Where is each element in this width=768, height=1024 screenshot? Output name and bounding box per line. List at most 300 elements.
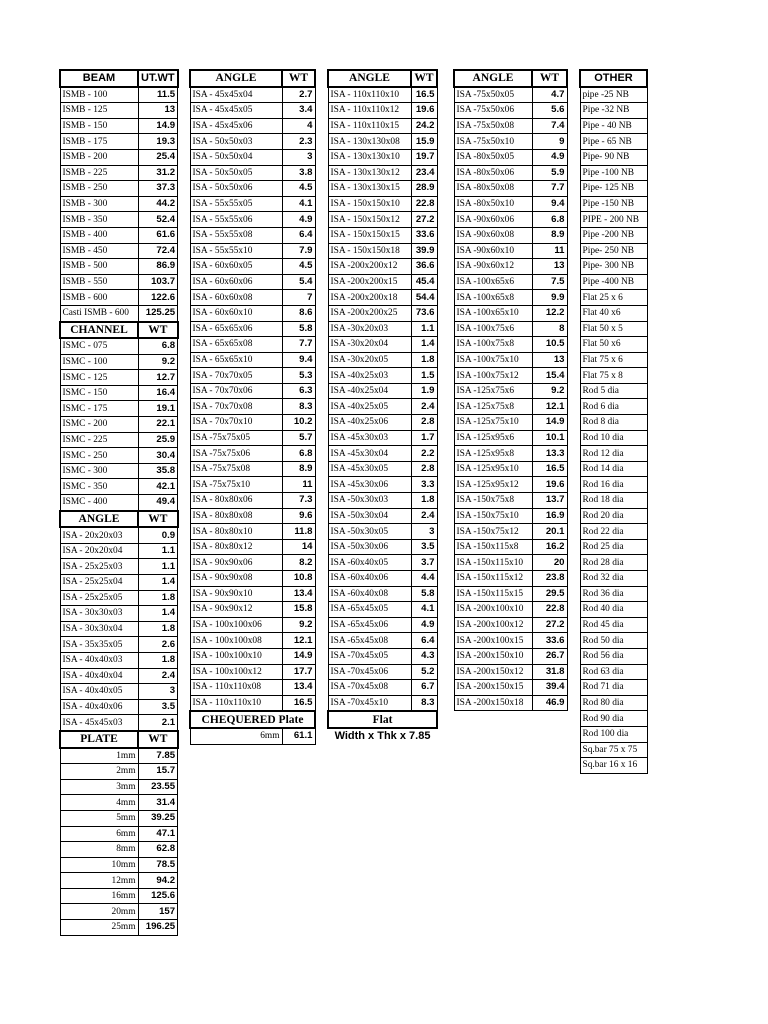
table-row: [60, 920, 178, 936]
plate-weight: 157: [138, 904, 178, 920]
table-row: [580, 555, 647, 571]
table-row: [454, 430, 567, 446]
item-name: ISA - 65x65x10: [190, 352, 282, 368]
table-row: [60, 181, 178, 197]
table-row: [580, 337, 647, 353]
item-weight: 11.5: [138, 87, 178, 103]
plate-thickness: 5mm: [60, 810, 138, 826]
item-name: ISA -100x65x10: [454, 305, 532, 321]
plate-weight: 94.2: [138, 873, 178, 889]
table-row: [190, 259, 315, 275]
other-item: Sq.bar 75 x 75: [580, 742, 647, 758]
item-weight: 20: [532, 555, 567, 571]
table-row: [454, 493, 567, 509]
table-row: [580, 571, 647, 587]
item-name: ISA -75x75x06: [190, 446, 282, 462]
plate-weight: 125.6: [138, 888, 178, 904]
other-item: Rod 8 dia: [580, 415, 647, 431]
item-name: ISMB - 600: [60, 290, 138, 306]
item-weight: 5.3: [282, 368, 315, 384]
other-item: Rod 32 dia: [580, 571, 647, 587]
item-name: ISA -30x20x05: [328, 352, 411, 368]
item-name: ISA -100x75x6: [454, 321, 532, 337]
item-weight: 6.8: [138, 338, 178, 354]
item-weight: 125.25: [138, 305, 178, 321]
table-row: [580, 290, 647, 306]
item-weight: 16.5: [282, 695, 315, 711]
item-name: ISA - 60x60x10: [190, 305, 282, 321]
item-name: ISA - 45x45x03: [60, 715, 138, 731]
item-weight: 12.2: [532, 305, 567, 321]
other-item: Flat 40 x6: [580, 305, 647, 321]
table-row: [190, 383, 315, 399]
item-name: ISA -200x200x15: [328, 274, 411, 290]
plate-weight: 7.85: [138, 748, 178, 764]
item-name: ISA - 20x20x04: [60, 543, 138, 559]
item-name: ISA - 100x100x06: [190, 617, 282, 633]
item-weight: 35.8: [138, 463, 178, 479]
table-row: [580, 103, 647, 119]
item-weight: 1.9: [411, 383, 437, 399]
table-row: [60, 842, 178, 858]
table-row: [190, 602, 315, 618]
column-2: [189, 69, 316, 745]
table-row: [190, 290, 315, 306]
item-weight: 2.4: [411, 508, 437, 524]
item-name: ISA - 110x110x15: [328, 118, 411, 134]
item-weight: 1.5: [411, 368, 437, 384]
table-row: [580, 212, 647, 228]
item-name: ISA - 45x45x06: [190, 118, 282, 134]
item-name: ISA - 55x55x06: [190, 212, 282, 228]
item-weight: 103.7: [138, 274, 178, 290]
plate-thickness: 20mm: [60, 904, 138, 920]
item-name: ISA -70x45x08: [328, 680, 411, 696]
table-row: [454, 477, 567, 493]
beam-header-name: BEAM: [60, 70, 138, 87]
item-name: ISA - 45x45x04: [190, 87, 282, 103]
item-name: ISA - 130x130x12: [328, 165, 411, 181]
table-row: [190, 539, 315, 555]
other-item: Pipe -32 NB: [580, 103, 647, 119]
other-item: Rod 28 dia: [580, 555, 647, 571]
angle3-header-row: [328, 70, 437, 87]
table-row: [580, 305, 647, 321]
item-weight: 15.8: [282, 602, 315, 618]
table-row: [190, 165, 315, 181]
other-item: Rod 63 dia: [580, 664, 647, 680]
table-row: [60, 621, 178, 637]
item-weight: 4.4: [411, 571, 437, 587]
table-row: [60, 259, 178, 275]
item-weight: 4.3: [411, 648, 437, 664]
table-row: [60, 118, 178, 134]
item-name: ISMB - 150: [60, 118, 138, 134]
table-row: [328, 555, 437, 571]
item-name: ISA - 40x40x04: [60, 668, 138, 684]
item-weight: 4.9: [282, 212, 315, 228]
item-weight: 3: [411, 524, 437, 540]
item-name: ISA -45x30x05: [328, 461, 411, 477]
item-name: ISA - 130x130x08: [328, 134, 411, 150]
plate-thickness: 6mm: [60, 826, 138, 842]
item-name: ISA - 90x90x08: [190, 571, 282, 587]
table-row: [328, 149, 437, 165]
item-name: ISA -100x65x8: [454, 290, 532, 306]
table-row: [60, 338, 178, 354]
table-row: [580, 149, 647, 165]
item-name: ISA - 60x60x08: [190, 290, 282, 306]
item-name: ISA - 65x65x06: [190, 321, 282, 337]
item-weight: 20.1: [532, 524, 567, 540]
item-name: ISMC - 100: [60, 354, 138, 370]
item-name: ISA -70x45x10: [328, 695, 411, 711]
item-name: ISA -50x30x04: [328, 508, 411, 524]
item-weight: 19.7: [411, 149, 437, 165]
table-row: [454, 274, 567, 290]
table-row: [190, 571, 315, 587]
table-row: [190, 461, 315, 477]
item-weight: 16.5: [532, 461, 567, 477]
item-name: ISA -100x75x10: [454, 352, 532, 368]
plate-weight: 15.7: [138, 764, 178, 780]
other-header-row: [580, 70, 647, 87]
table-row: [328, 87, 437, 103]
table-row: [454, 321, 567, 337]
table-row: [328, 337, 437, 353]
item-weight: 29.5: [532, 586, 567, 602]
table-row: [454, 259, 567, 275]
item-name: ISA -200x150x15: [454, 680, 532, 696]
item-weight: 9.2: [532, 383, 567, 399]
item-name: ISA -200x200x18: [328, 290, 411, 306]
table-row: [60, 385, 178, 401]
item-name: ISA - 50x50x06: [190, 181, 282, 197]
flat-header: Flat: [328, 711, 437, 728]
table-row: [328, 259, 437, 275]
table-row: [580, 368, 647, 384]
item-weight: 5.8: [411, 586, 437, 602]
item-name: ISA -65x45x05: [328, 602, 411, 618]
item-name: ISA -60x40x05: [328, 555, 411, 571]
plate-thickness: 2mm: [60, 764, 138, 780]
beam-header-row: [60, 70, 178, 87]
table-row: [60, 668, 178, 684]
item-name: ISA -30x20x04: [328, 337, 411, 353]
other-item: Rod 50 dia: [580, 633, 647, 649]
item-name: ISA -80x50x08: [454, 181, 532, 197]
other-table: [579, 69, 648, 774]
item-weight: 0.9: [138, 527, 178, 543]
table-row: [454, 586, 567, 602]
item-name: ISA - 40x40x05: [60, 684, 138, 700]
item-name: ISA -50x30x05: [328, 524, 411, 540]
item-name: ISA -45x30x03: [328, 430, 411, 446]
table-row: [60, 87, 178, 103]
item-weight: 9.4: [532, 196, 567, 212]
table-row: [60, 243, 178, 259]
item-weight: 11: [282, 477, 315, 493]
plate-weight: 23.55: [138, 779, 178, 795]
table-row: [328, 196, 437, 212]
item-weight: 15.9: [411, 134, 437, 150]
item-weight: 13.7: [532, 493, 567, 509]
channel-header-name: CHANNEL: [60, 322, 138, 339]
item-weight: 2.6: [138, 637, 178, 653]
table-row: [328, 383, 437, 399]
table-row: [454, 290, 567, 306]
item-name: ISA -125x95x12: [454, 477, 532, 493]
table-row: [454, 337, 567, 353]
item-weight: 1.4: [138, 606, 178, 622]
item-name: ISA - 55x55x10: [190, 243, 282, 259]
table-row: [454, 648, 567, 664]
table-row: [580, 461, 647, 477]
table-row: [60, 495, 178, 511]
table-row: [454, 664, 567, 680]
item-weight: 42.1: [138, 479, 178, 495]
item-weight: 2.4: [138, 668, 178, 684]
table-row: [454, 181, 567, 197]
item-weight: 1.8: [138, 590, 178, 606]
item-name: ISA -75x50x06: [454, 103, 532, 119]
item-name: ISA - 65x65x08: [190, 337, 282, 353]
table-row: [190, 399, 315, 415]
item-weight: 2.8: [411, 415, 437, 431]
other-item: Flat 75 x 8: [580, 368, 647, 384]
table-row: [328, 446, 437, 462]
item-name: ISA - 130x130x15: [328, 181, 411, 197]
channel-header-row: [60, 322, 178, 339]
other-item: Rod 36 dia: [580, 586, 647, 602]
item-name: ISMB - 100: [60, 87, 138, 103]
table-row: [190, 368, 315, 384]
item-name: ISA - 70x70x05: [190, 368, 282, 384]
item-name: ISA - 90x90x10: [190, 586, 282, 602]
angle4-header-weight: WT: [532, 70, 567, 87]
other-item: Rod 56 dia: [580, 648, 647, 664]
item-name: ISA -100x75x12: [454, 368, 532, 384]
angle_small-header-name: ANGLE: [60, 511, 138, 528]
item-weight: 7.7: [532, 181, 567, 197]
item-weight: 52.4: [138, 212, 178, 228]
item-weight: 26.7: [532, 648, 567, 664]
other-item: Rod 100 dia: [580, 726, 647, 742]
other-item: Flat 50 x6: [580, 337, 647, 353]
table-row: [190, 274, 315, 290]
table-row: [580, 430, 647, 446]
item-weight: 13: [532, 352, 567, 368]
item-name: ISMC - 075: [60, 338, 138, 354]
item-name: ISA -40x25x06: [328, 415, 411, 431]
flat-formula: Width x Thk x 7.85: [334, 730, 431, 743]
item-weight: 3: [138, 684, 178, 700]
item-name: ISA - 55x55x05: [190, 196, 282, 212]
table-row: [454, 571, 567, 587]
chequered-header-row: [190, 711, 315, 728]
item-name: ISA - 30x30x03: [60, 606, 138, 622]
item-name: ISMB - 450: [60, 243, 138, 259]
table-row: [328, 181, 437, 197]
table-row: [190, 134, 315, 150]
item-weight: 7.3: [282, 493, 315, 509]
other-item: pipe -25 NB: [580, 87, 647, 103]
item-name: ISA -65x45x06: [328, 617, 411, 633]
item-weight: 4.1: [282, 196, 315, 212]
table-row: [60, 748, 178, 764]
table-row: [580, 227, 647, 243]
table-row: [454, 212, 567, 228]
item-name: ISA - 100x100x08: [190, 633, 282, 649]
item-name: ISA -75x75x08: [190, 461, 282, 477]
table-row: [60, 370, 178, 386]
table-row: [190, 695, 315, 711]
item-name: ISA -200x150x10: [454, 648, 532, 664]
item-weight: 17.7: [282, 664, 315, 680]
item-weight: 6.4: [282, 227, 315, 243]
item-name: ISMC - 400: [60, 495, 138, 511]
table-row: [190, 446, 315, 462]
flat-header-row: [328, 711, 437, 728]
item-name: ISMB - 400: [60, 227, 138, 243]
table-row: [190, 680, 315, 696]
table-row: [60, 354, 178, 370]
table-row: [580, 477, 647, 493]
table-row: [60, 417, 178, 433]
item-name: ISMC - 125: [60, 370, 138, 386]
item-name: ISA -50x30x06: [328, 539, 411, 555]
column-4: [453, 69, 568, 711]
item-weight: 13.4: [282, 586, 315, 602]
plate-thickness: 12mm: [60, 873, 138, 889]
table-row: [60, 527, 178, 543]
plate-weight: 62.8: [138, 842, 178, 858]
item-weight: 3.3: [411, 477, 437, 493]
table-row: [580, 648, 647, 664]
item-weight: 11.8: [282, 524, 315, 540]
item-weight: 3: [282, 149, 315, 165]
item-weight: 4.5: [282, 259, 315, 275]
plate-header-weight: WT: [138, 731, 178, 748]
plate-thickness: 4mm: [60, 795, 138, 811]
item-weight: 23.8: [532, 571, 567, 587]
item-name: ISA -200x150x18: [454, 695, 532, 711]
item-weight: 10.2: [282, 415, 315, 431]
table-row: [60, 448, 178, 464]
plate-header-name: PLATE: [60, 731, 138, 748]
table-row: [190, 430, 315, 446]
item-name: ISA - 110x110x10: [190, 695, 282, 711]
table-row: [190, 728, 315, 744]
column-1: [59, 69, 179, 936]
item-name: ISA -200x200x12: [328, 259, 411, 275]
table-row: [190, 352, 315, 368]
item-name: ISMC - 150: [60, 385, 138, 401]
table-row: [580, 399, 647, 415]
plate-thickness: 1mm: [60, 748, 138, 764]
table-row: [580, 664, 647, 680]
chequered-thickness: 6mm: [190, 728, 282, 744]
item-weight: 10.5: [532, 337, 567, 353]
item-weight: 72.4: [138, 243, 178, 259]
table-row: [328, 508, 437, 524]
plate-weight: 31.4: [138, 795, 178, 811]
item-weight: 1.8: [411, 493, 437, 509]
item-name: ISA -70x45x05: [328, 648, 411, 664]
item-name: ISA -150x115x15: [454, 586, 532, 602]
table-row: [454, 368, 567, 384]
other-item: Pipe- 300 NB: [580, 259, 647, 275]
item-name: ISA -150x115x10: [454, 555, 532, 571]
chequered-weight: 61.1: [282, 728, 315, 744]
item-weight: 8.9: [532, 227, 567, 243]
table-row: [580, 602, 647, 618]
other-item: Rod 22 dia: [580, 524, 647, 540]
item-weight: 10.1: [532, 430, 567, 446]
table-row: [328, 648, 437, 664]
angle-table-3: [327, 69, 438, 744]
item-name: ISMB - 550: [60, 274, 138, 290]
item-weight: 9.6: [282, 508, 315, 524]
plate-weight: 39.25: [138, 810, 178, 826]
table-row: [454, 695, 567, 711]
table-row: [60, 134, 178, 150]
table-row: [580, 134, 647, 150]
channel-header-weight: WT: [138, 322, 178, 339]
item-weight: 28.9: [411, 181, 437, 197]
item-name: ISA -90x60x10: [454, 243, 532, 259]
item-name: ISA -100x65x6: [454, 274, 532, 290]
item-weight: 6.4: [411, 633, 437, 649]
other-item: Sq.bar 16 x 16: [580, 758, 647, 774]
table-row: [454, 118, 567, 134]
item-name: ISA -90x60x08: [454, 227, 532, 243]
table-row: [328, 290, 437, 306]
item-name: ISA - 40x40x06: [60, 699, 138, 715]
table-row: [454, 305, 567, 321]
item-name: ISA -50x30x03: [328, 493, 411, 509]
item-name: ISA - 80x80x06: [190, 493, 282, 509]
item-name: ISA - 80x80x12: [190, 539, 282, 555]
table-row: [580, 87, 647, 103]
other-item: Pipe -400 NB: [580, 274, 647, 290]
item-weight: 4: [282, 118, 315, 134]
plate-header-row: [60, 731, 178, 748]
item-name: ISA -40x25x04: [328, 383, 411, 399]
table-row: [190, 243, 315, 259]
item-name: ISA -40x25x05: [328, 399, 411, 415]
table-row: [190, 87, 315, 103]
item-weight: 13: [532, 259, 567, 275]
table-row: [580, 633, 647, 649]
item-weight: 9.4: [282, 352, 315, 368]
item-weight: 2.7: [282, 87, 315, 103]
item-weight: 5.7: [282, 430, 315, 446]
item-weight: 6.3: [282, 383, 315, 399]
table-row: [60, 590, 178, 606]
other-item: Rod 10 dia: [580, 430, 647, 446]
table-row: [60, 103, 178, 119]
item-name: ISA - 110x110x08: [190, 680, 282, 696]
item-weight: 37.3: [138, 181, 178, 197]
table-row: [60, 479, 178, 495]
item-weight: 3.7: [411, 555, 437, 571]
beam-header-weight: UT.WT: [138, 70, 178, 87]
item-name: ISA -150x75x10: [454, 508, 532, 524]
item-name: ISMB - 225: [60, 165, 138, 181]
item-name: ISA -80x50x10: [454, 196, 532, 212]
table-row: [190, 415, 315, 431]
